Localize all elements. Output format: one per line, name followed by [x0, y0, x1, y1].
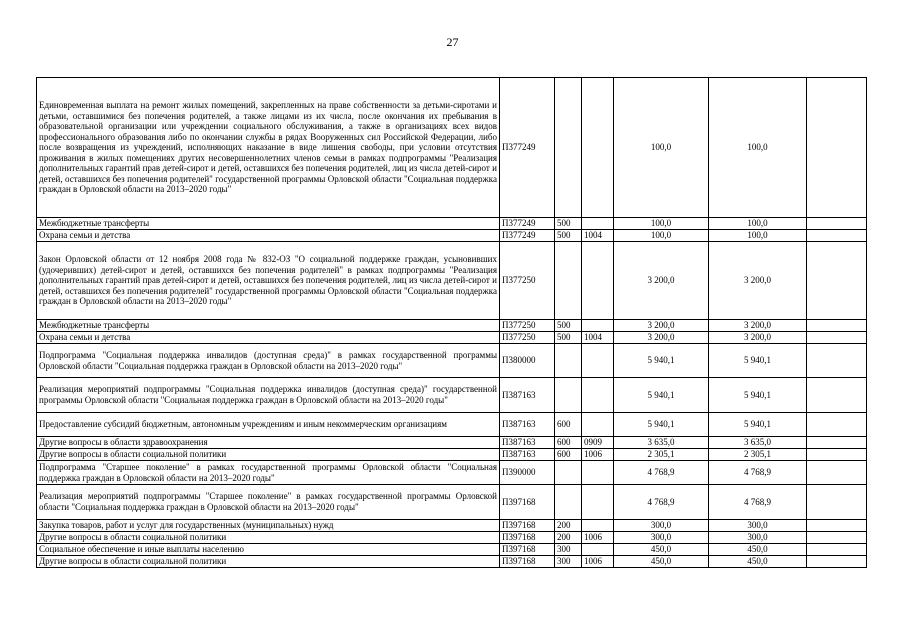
amount-plan: 4 768,9 — [614, 485, 709, 520]
amount-approved: 450,0 — [709, 544, 807, 556]
expense-type-code — [555, 344, 582, 378]
amount-plan: 450,0 — [614, 544, 709, 556]
section-code: 1006 — [582, 532, 614, 544]
table-row — [37, 230, 867, 242]
amount-plan: 3 635,0 — [614, 437, 709, 449]
amount-approved: 4 768,9 — [709, 485, 807, 520]
target-article-code: П377250 — [500, 242, 555, 320]
row-description: Единовременная выплата на ремонт жилых помещений, закрепленных на праве собственности за детьми-сиротами и детьми, оставшимися без попечения родителей, а также лицами из их числа, после окончания их пребывания в образовательной организации или учреждении социального обслуживания, а также в организациях всех видов профессионального образования либо по окончании службы в рядах Вооруженных сил Российской Федерации, либо после возвращения из учреждений, исполняющих наказание в виде лишения свободы, при условии отсутствия проживания в жилых помещениях других несовершеннолетних членов семьи в рамках подпрограммы "Реализация дополнительных гарантий прав детей-сирот и детей, оставшихся без попечения родителей, лиц из числа детей-сирот и детей, оставшихся без попечения родителей" государственной программы Орловской области "Социальная поддержка граждан в Орловской области на 2013–2020 годы" — [37, 78, 500, 218]
amount-approved: 450,0 — [709, 556, 807, 568]
table-row — [37, 378, 867, 413]
amount-approved: 300,0 — [709, 520, 807, 532]
extra-column — [807, 520, 867, 532]
extra-column — [807, 544, 867, 556]
row-description: Социальное обеспечение и иные выплаты населению — [37, 544, 500, 556]
target-article-code: П397168 — [500, 532, 555, 544]
table-row — [37, 344, 867, 378]
amount-plan: 4 768,9 — [614, 461, 709, 485]
amount-approved: 3 200,0 — [709, 320, 807, 332]
extra-column — [807, 78, 867, 218]
amount-plan: 3 200,0 — [614, 320, 709, 332]
table-row — [37, 556, 867, 568]
amount-approved: 5 940,1 — [709, 378, 807, 413]
table-row — [37, 78, 867, 218]
extra-column — [807, 378, 867, 413]
amount-approved: 2 305,1 — [709, 449, 807, 461]
target-article-code: П377249 — [500, 78, 555, 218]
extra-column — [807, 320, 867, 332]
row-description: Закупка товаров, работ и услуг для государственных (муниципальных) нужд — [37, 520, 500, 532]
expense-type-code: 500 — [555, 230, 582, 242]
section-code: 1004 — [582, 332, 614, 344]
row-description: Реализация мероприятий подпрограммы "Социальная поддержка инвалидов (доступная среда)" государственной программы Орловской области "Социальная поддержка граждан в Орловской области на 2013–2020 годы" — [37, 378, 500, 413]
expense-type-code — [555, 242, 582, 320]
expense-type-code: 600 — [555, 413, 582, 437]
amount-plan: 100,0 — [614, 230, 709, 242]
row-description: Межбюджетные трансферты — [37, 218, 500, 230]
extra-column — [807, 230, 867, 242]
budget-table — [36, 77, 867, 568]
section-code — [582, 520, 614, 532]
section-code — [582, 378, 614, 413]
expense-type-code: 500 — [555, 320, 582, 332]
amount-plan: 3 200,0 — [614, 332, 709, 344]
table-row — [37, 332, 867, 344]
amount-approved: 5 940,1 — [709, 344, 807, 378]
amount-approved: 300,0 — [709, 532, 807, 544]
amount-plan: 300,0 — [614, 520, 709, 532]
amount-approved: 3 635,0 — [709, 437, 807, 449]
section-code — [582, 461, 614, 485]
section-code: 0909 — [582, 437, 614, 449]
row-description: Межбюджетные трансферты — [37, 320, 500, 332]
row-description: Охрана семьи и детства — [37, 230, 500, 242]
table-row — [37, 437, 867, 449]
table-row — [37, 449, 867, 461]
section-code — [582, 218, 614, 230]
amount-plan: 3 200,0 — [614, 242, 709, 320]
table-row — [37, 461, 867, 485]
extra-column — [807, 218, 867, 230]
expense-type-code: 300 — [555, 556, 582, 568]
amount-approved: 3 200,0 — [709, 242, 807, 320]
row-description: Другие вопросы в области социальной политики — [37, 449, 500, 461]
extra-column — [807, 344, 867, 378]
table-row — [37, 544, 867, 556]
expense-type-code — [555, 378, 582, 413]
amount-plan: 100,0 — [614, 218, 709, 230]
target-article-code: П377249 — [500, 230, 555, 242]
table-row — [37, 413, 867, 437]
target-article-code: П377250 — [500, 320, 555, 332]
expense-type-code: 600 — [555, 449, 582, 461]
extra-column — [807, 532, 867, 544]
extra-column — [807, 437, 867, 449]
target-article-code: П377249 — [500, 218, 555, 230]
target-article-code: П390000 — [500, 461, 555, 485]
target-article-code: П397168 — [500, 485, 555, 520]
amount-approved: 3 200,0 — [709, 332, 807, 344]
section-code — [582, 485, 614, 520]
table-row — [37, 520, 867, 532]
table-row — [37, 242, 867, 320]
amount-approved: 100,0 — [709, 218, 807, 230]
extra-column — [807, 556, 867, 568]
amount-plan: 300,0 — [614, 532, 709, 544]
row-description: Другие вопросы в области социальной политики — [37, 556, 500, 568]
target-article-code: П397168 — [500, 556, 555, 568]
amount-plan: 5 940,1 — [614, 344, 709, 378]
expense-type-code: 500 — [555, 218, 582, 230]
target-article-code: П387163 — [500, 437, 555, 449]
target-article-code: П387163 — [500, 449, 555, 461]
row-description: Реализация мероприятий подпрограммы "Старшее поколение" в рамках государственной программы Орловской области "Социальная поддержка граждан в Орловской области на 2013–2020 годы" — [37, 485, 500, 520]
table-body — [37, 78, 867, 568]
target-article-code: П397168 — [500, 544, 555, 556]
extra-column — [807, 485, 867, 520]
table-row — [37, 218, 867, 230]
amount-plan: 2 305,1 — [614, 449, 709, 461]
section-code — [582, 242, 614, 320]
expense-type-code — [555, 461, 582, 485]
amount-approved: 100,0 — [709, 230, 807, 242]
section-code — [582, 544, 614, 556]
page-number: 27 — [446, 35, 459, 49]
amount-approved: 4 768,9 — [709, 461, 807, 485]
expense-type-code: 300 — [555, 544, 582, 556]
row-description: Другие вопросы в области здравоохранения — [37, 437, 500, 449]
target-article-code: П387163 — [500, 413, 555, 437]
section-code: 1004 — [582, 230, 614, 242]
amount-approved: 100,0 — [709, 78, 807, 218]
row-description: Охрана семьи и детства — [37, 332, 500, 344]
extra-column — [807, 242, 867, 320]
extra-column — [807, 449, 867, 461]
target-article-code: П397168 — [500, 520, 555, 532]
section-code — [582, 413, 614, 437]
section-code — [582, 344, 614, 378]
target-article-code: П380000 — [500, 344, 555, 378]
amount-plan: 100,0 — [614, 78, 709, 218]
target-article-code: П377250 — [500, 332, 555, 344]
row-description: Подпрограмма "Старшее поколение" в рамках государственной программы Орловской области "Социальная поддержка граждан в Орловской области на 2013–2020 годы" — [37, 461, 500, 485]
amount-plan: 5 940,1 — [614, 378, 709, 413]
row-description: Закон Орловской области от 12 ноября 2008 года № 832-ОЗ "О социальной поддержке граждан, усыновивших (удочеривших) детей-сирот и детей, оставшихся без попечения родителей" в рамках подпрограммы "Реализация дополнительных гарантий прав детей-сирот и детей, оставшихся без попечения родителей, лиц из числа детей-сирот и детей, оставшихся без попечения родителей" государственной программы Орловской области "Социальная поддержка граждан в Орловской области на 2013–2020 годы" — [37, 242, 500, 320]
expense-type-code — [555, 485, 582, 520]
expense-type-code — [555, 78, 582, 218]
section-code — [582, 78, 614, 218]
extra-column — [807, 332, 867, 344]
row-description: Предоставление субсидий бюджетным, автономным учреждениям и иным некоммерческим организациям — [37, 413, 500, 437]
section-code — [582, 320, 614, 332]
table-row — [37, 320, 867, 332]
extra-column — [807, 461, 867, 485]
table-row — [37, 485, 867, 520]
amount-plan: 450,0 — [614, 556, 709, 568]
expense-type-code: 200 — [555, 532, 582, 544]
section-code: 1006 — [582, 556, 614, 568]
table-row — [37, 532, 867, 544]
row-description: Другие вопросы в области социальной политики — [37, 532, 500, 544]
amount-plan: 5 940,1 — [614, 413, 709, 437]
expense-type-code: 500 — [555, 332, 582, 344]
expense-type-code: 200 — [555, 520, 582, 532]
extra-column — [807, 413, 867, 437]
amount-approved: 5 940,1 — [709, 413, 807, 437]
section-code: 1006 — [582, 449, 614, 461]
expense-type-code: 600 — [555, 437, 582, 449]
row-description: Подпрограмма "Социальная поддержка инвалидов (доступная среда)" в рамках государственной программы Орловской области "Социальная поддержка граждан в Орловской области на 2013–2020 годы" — [37, 344, 500, 378]
target-article-code: П387163 — [500, 378, 555, 413]
